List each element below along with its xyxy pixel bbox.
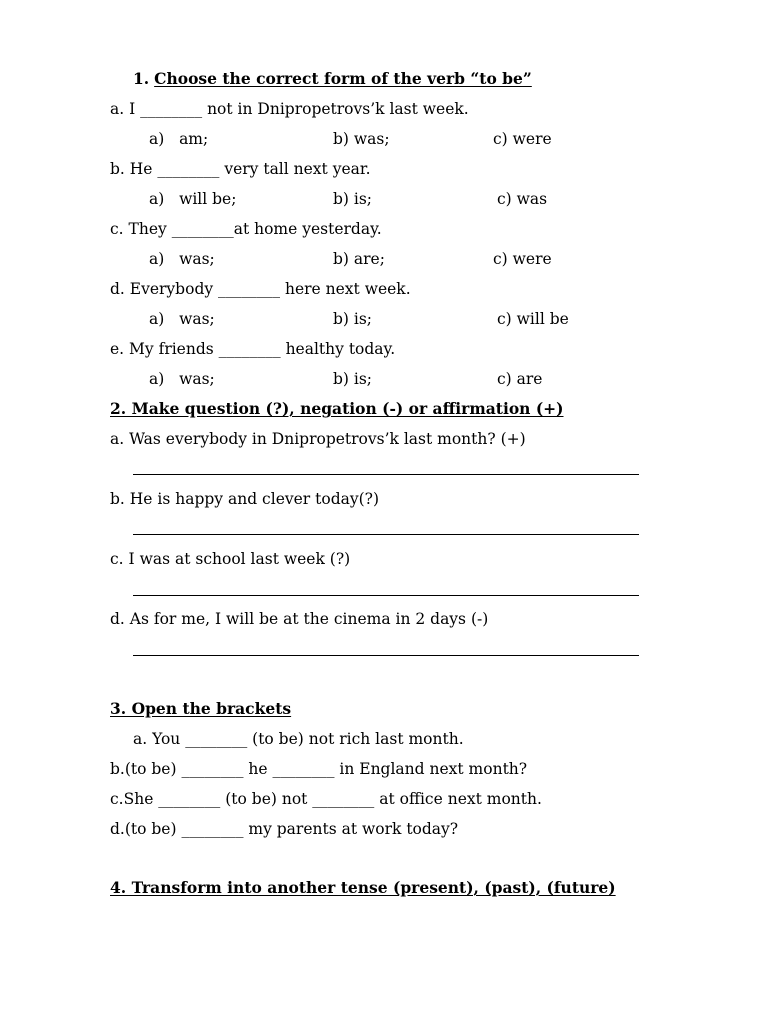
option-a: a) will be; (149, 190, 237, 208)
s3-item-c: c.She ________ (to be) not ________ at office next month. (110, 790, 542, 808)
s2-item-d: d. As for me, I will be at the cinema in 2 days (-) (110, 610, 489, 628)
option-c: c) will be (497, 310, 569, 328)
s1-question-d: d. Everybody ________ here next week. (110, 280, 411, 298)
section3-heading: 3. Open the brackets (110, 699, 292, 718)
s1-options-b (149, 189, 547, 209)
option-b: b) was; (333, 130, 390, 148)
option-c: c) are (497, 370, 543, 388)
section4-heading: 4. Transform into another tense (present), (past), (future) (110, 878, 616, 897)
s2-item-a: a. Was everybody in Dnipropetrovs’k last month? (+) (110, 430, 526, 448)
s1-options-c (149, 249, 552, 269)
option-b: b) is; (333, 310, 373, 328)
section1-heading-text: Choose the correct form of the verb “to be” (154, 69, 532, 88)
option-b: b) is; (333, 190, 373, 208)
s1-options-d (149, 309, 569, 329)
s3-item-d: d.(to be) ________ my parents at work today? (110, 820, 459, 838)
s3-item-a: a. You ________ (to be) not rich last month. (133, 730, 464, 748)
option-b: b) is; (333, 370, 373, 388)
option-b: b) are; (333, 250, 385, 268)
section1-heading (133, 69, 532, 89)
option-a: a) am; (149, 130, 209, 148)
option-a: a) was; (149, 370, 215, 388)
s2-item-c: c. I was at school last week (?) (110, 550, 351, 568)
s2-item-b: b. He is happy and clever today(?) (110, 490, 380, 508)
s1-options-a (149, 129, 552, 149)
answer-line (133, 534, 639, 535)
s1-options-e (149, 369, 542, 389)
option-c: c) were (493, 250, 552, 268)
option-c: c) was (497, 190, 548, 208)
section2-heading: 2. Make question (?), negation (-) or affirmation (+) (110, 399, 564, 418)
s3-item-b: b.(to be) ________ he ________ in England next month? (110, 760, 528, 778)
s1-question-b: b. He ________ very tall next year. (110, 160, 371, 178)
answer-line (133, 595, 639, 596)
s1-question-c: c. They ________at home yesterday. (110, 220, 382, 238)
s1-question-a: a. I ________ not in Dnipropetrovs’k last week. (110, 100, 469, 118)
section1-heading-number: 1. (133, 69, 150, 88)
option-a: a) was; (149, 250, 215, 268)
option-a: a) was; (149, 310, 215, 328)
answer-line (133, 474, 639, 475)
answer-line (133, 655, 639, 656)
s1-question-e: e. My friends ________ healthy today. (110, 340, 396, 358)
option-c: c) were (493, 130, 552, 148)
